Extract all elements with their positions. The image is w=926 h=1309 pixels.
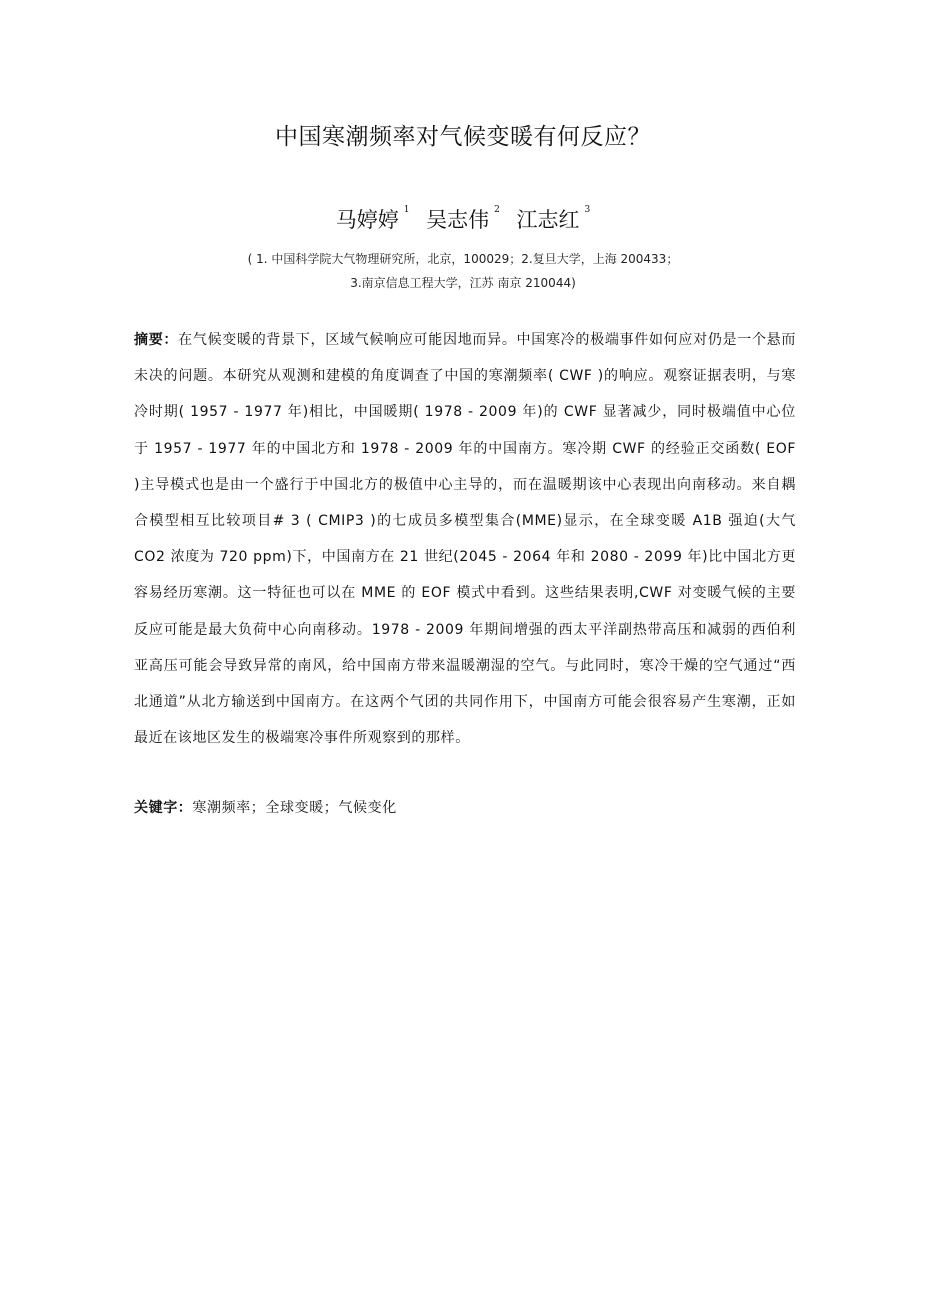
author-name: 马婷婷 [335,208,399,232]
author-name: 江志红 [516,208,580,232]
abstract [134,322,796,756]
author [335,205,410,232]
author-affiliation-mark: 3 [584,205,591,215]
affiliation-line-1: ( 1. 中国科学院大气物理研究所，北京，100029；2.复旦大学，上海 200433； [247,252,679,266]
abstract-label: 摘要： [134,332,179,348]
affiliation-line-2: 3.南京信息工程大学，江苏 南京 210044) [350,276,576,290]
author [426,205,500,232]
keywords-label: 关键字： [134,800,193,816]
author [516,205,591,232]
author-list [0,204,926,234]
keywords [134,794,796,822]
author-affiliation-mark: 2 [494,205,500,215]
author-affiliation-mark: 1 [403,205,410,215]
keywords-text: 寒潮频率；全球变暖；气候变化 [192,800,397,816]
author-name: 吴志伟 [426,208,490,232]
abstract-text: 在气候变暖的背景下，区域气候响应可能因地而异。中国寒冷的极端事件如何应对仍是一个悬而未决的问题。本研究从观测和建模的角度调查了中国的寒潮频率( CWF )的响应。观察证据表明，与寒冷时期( 1957 - 1977 年)相比，中国暖期( 1978 - 2009 年)的 CWF 显著减少，同时极端值中心位于 1957 - 1977 年的中国北方和 1978 - 2009 年的中国南方。寒冷期 CWF 的经验正交函数( EOF )主导模式也是由一个盛行于中国北方的极值中心主导的，而在温暖期该中心表现出向南移动。来自耦合模型相互比较项目# 3 ( CMIP3 )的七成员多模型集合(MME)显示，在全球变暖 A1B 强迫(大气 CO2 浓度为 720 ppm)下，中国南方在 21 世纪(2045 - 2064 年和 2080 - 2099 年)比中国北方更容易经历寒潮。这一特征也可以在 MME 的 EOF 模式中看到。这些结果表明,CWF 对变暖气候的主要反应可能是最大负荷中心向南移动。1978 - 2009 年期间增强的西太平洋副热带高压和减弱的西伯利亚高压可能会导致异常的南风，给中国南方带来温暖潮湿的空气。与此同时，寒冷干燥的空气通过“西北通道”从北方输送到中国南方。在这两个气团的共同作用下，中国南方可能会很容易产生寒潮，正如最近在该地区发生的极端寒冷事件所观察到的那样。 [134,332,796,747]
paper-title: 中国寒潮频率对气候变暖有何反应？ [275,124,651,150]
